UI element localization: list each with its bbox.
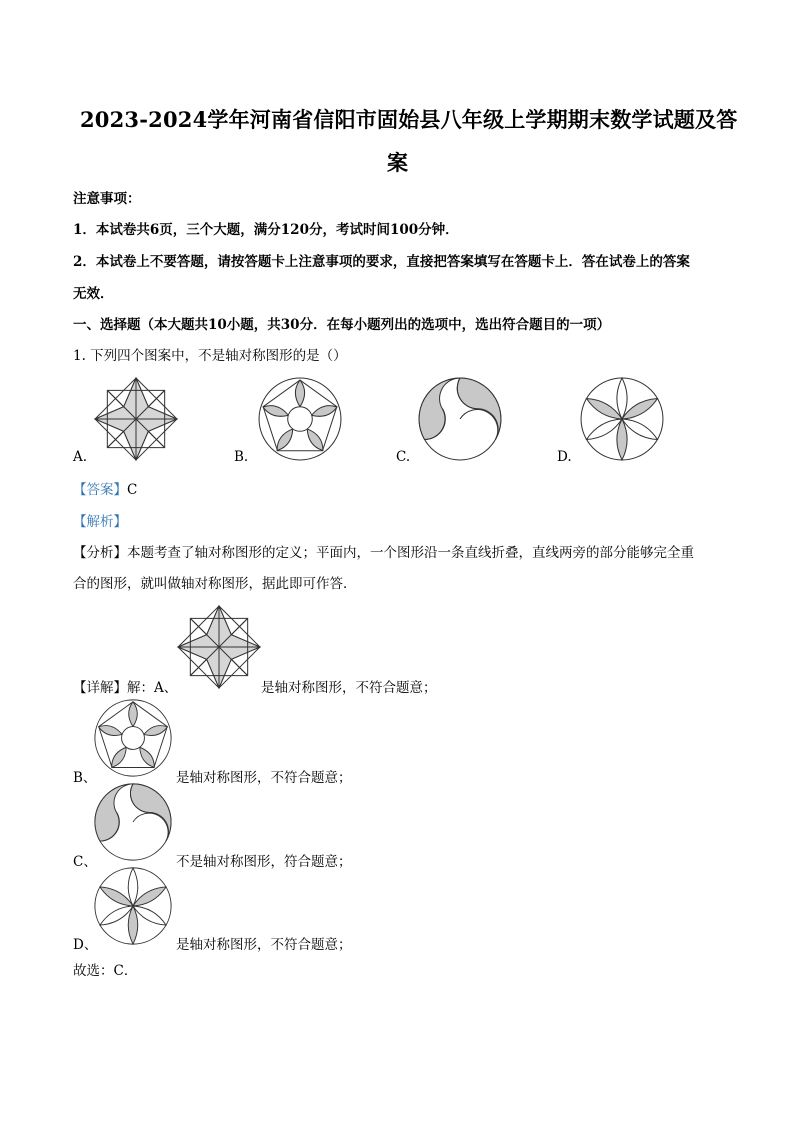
detail-pentagon-flower-figure-icon <box>93 698 173 778</box>
answer-value: C <box>127 482 138 498</box>
analysis-tag: 【解析】 <box>73 514 127 530</box>
detail-b-text: 是轴对称图形，不符合题意； <box>176 770 352 786</box>
detail-c-prefix: C、 <box>73 854 97 870</box>
answer-line <box>73 478 137 498</box>
fenxi-line-1: 【分析】本题考查了轴对称图形的定义；平面内，一个图形沿一条直线折叠，直线两旁的部分能够完全重 <box>73 545 694 561</box>
option-b-label: B. <box>234 449 249 465</box>
question-1-stem: 1. 下列四个图案中，不是轴对称图形的是（） <box>73 348 347 364</box>
option-c-label: C. <box>396 449 411 465</box>
yin-yang-figure-icon <box>417 376 503 462</box>
conclusion: 故选：C． <box>73 963 138 979</box>
detail-six-petal-flower-figure-icon <box>93 866 173 946</box>
notice-item-2-line1: 2．本试卷上不要答题，请按答题卡上注意事项的要求，直接把答案填写在答题卡上．答在试卷上的答案 <box>73 254 690 270</box>
detail-star-figure-icon <box>176 604 262 690</box>
answer-tag: 【答案】 <box>73 482 127 498</box>
notice-item-1: 1．本试卷共6页，三个大题，满分120分，考试时间100分钟． <box>73 222 459 238</box>
document-title-line2: 案 <box>387 150 409 175</box>
option-d-label: D. <box>557 449 572 465</box>
six-petal-flower-figure-icon <box>579 376 665 462</box>
detail-c-text: 不是轴对称图形，符合题意； <box>176 854 352 870</box>
detail-d-prefix: D、 <box>73 937 98 953</box>
option-a-label: A. <box>73 449 88 465</box>
detail-a-text: 是轴对称图形，不符合题意； <box>261 680 437 696</box>
notice-item-2-line2: 无效． <box>73 286 114 302</box>
fenxi-line-2: 合的图形，就叫做轴对称图形，据此即可作答． <box>73 576 357 592</box>
detail-a-prefix: 【详解】解：A、 <box>73 680 178 696</box>
detail-b-prefix: B、 <box>73 770 97 786</box>
section-1-heading: 一、选择题（本大题共10小题，共30分．在每小题列出的选项中，选出符合题目的一项） <box>73 317 611 333</box>
notice-heading: 注意事项： <box>73 191 141 207</box>
document-title-line1: 2023-2024学年河南省信阳市固始县八年级上学期期末数学试题及答 <box>80 107 738 132</box>
detail-yin-yang-figure-icon <box>93 782 173 862</box>
detail-d-text: 是轴对称图形，不符合题意； <box>176 937 352 953</box>
pentagon-flower-figure-icon <box>257 376 343 462</box>
star-figure-icon <box>93 376 179 462</box>
